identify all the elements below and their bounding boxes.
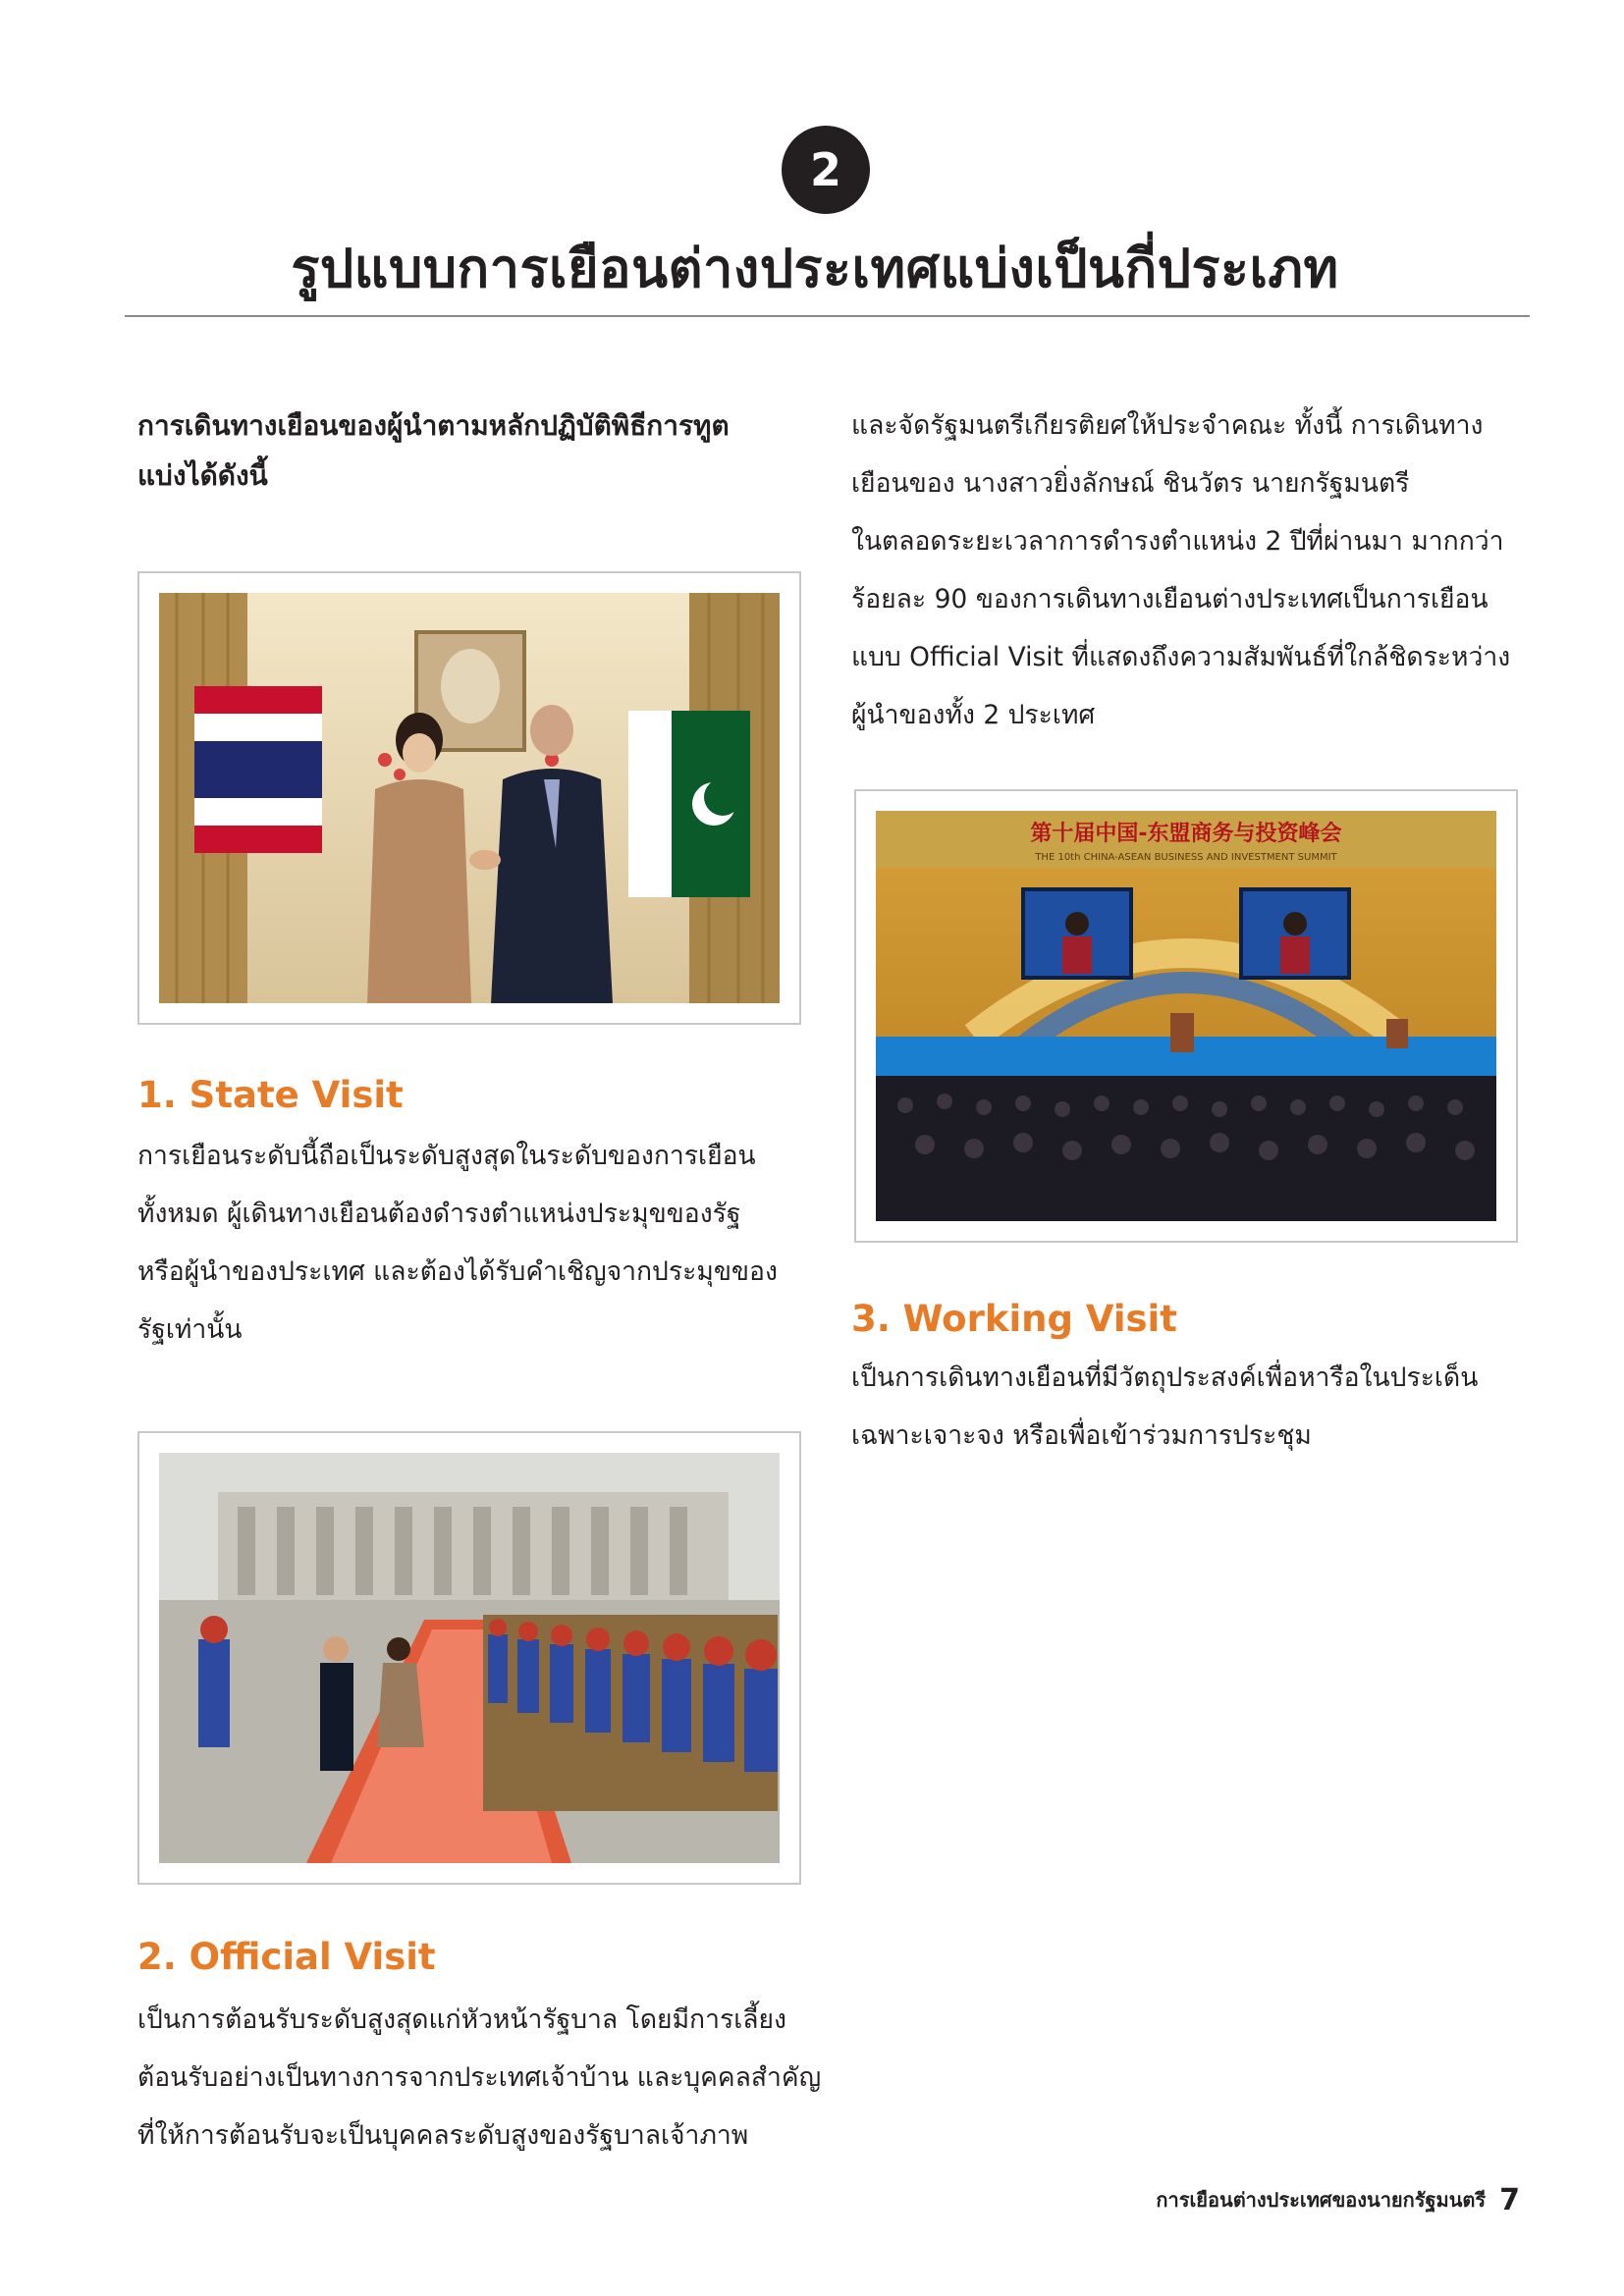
paragraph-line: เฉพาะเจาะจง หรือเพื่อเข้าร่วมการประชุม	[851, 1420, 1312, 1451]
photo-guard-of-honour	[159, 1453, 780, 1863]
paragraph-line: ร้อยละ 90 ของการเดินทางเยือนต่างประเทศเป็นการเยือน	[851, 584, 1489, 614]
chapter-number-badge: 2	[782, 126, 870, 214]
paragraph-line: หรือผู้นำของประเทศ และต้องได้รับคำเชิญจากประมุขของ	[137, 1256, 778, 1287]
photo-handshake	[159, 593, 780, 1003]
photo-summit	[876, 811, 1496, 1221]
paragraph-line: ในตลอดระยะเวลาการดำรงตำแหน่ง 2 ปีที่ผ่านมา มากกว่า	[851, 526, 1504, 557]
page-title: รูปแบบการเยือนต่างประเทศแบ่งเป็นกี่ประเภท	[291, 238, 1339, 299]
section-heading-working-visit: 3. Working Visit	[851, 1298, 1177, 1340]
paragraph-line: ที่ให้การต้อนรับจะเป็นบุคคลระดับสูงของรัฐบาลเจ้าภาพ	[137, 2120, 749, 2151]
paragraph-line: รัฐเท่านั้น	[137, 1314, 243, 1345]
working-visit-paragraph	[851, 1349, 1519, 1465]
photo-handshake-frame	[137, 571, 801, 1025]
official-visit-paragraph	[137, 1991, 822, 2164]
photo-guard-of-honour-frame	[137, 1431, 801, 1885]
page-footer	[1041, 2183, 1520, 2217]
official-visit-continuation	[851, 397, 1519, 744]
paragraph-line: ผู้นำของทั้ง 2 ประเทศ	[851, 700, 1096, 730]
paragraph-line: การเยือนระดับนี้ถือเป็นระดับสูงสุดในระดับของการเยือน	[137, 1141, 756, 1171]
paragraph-line: และจัดรัฐมนตรีเกียรติยศให้ประจำคณะ ทั้งนี้ การเดินทาง	[851, 410, 1484, 441]
section-heading-official-visit: 2. Official Visit	[137, 1936, 436, 1978]
paragraph-line: เป็นการเดินทางเยือนที่มีวัตถุประสงค์เพื่อหารือในประเด็น	[851, 1362, 1479, 1393]
section-heading-state-visit: 1. State Visit	[137, 1074, 404, 1116]
title-divider	[125, 315, 1530, 317]
footer-title: การเยือนต่างประเทศของนายกรัฐมนตรี	[1156, 2188, 1487, 2212]
intro-line: แบ่งได้ดังนี้	[137, 459, 268, 492]
summit-banner-line-1: 第十届中国-东盟商务与投资峰会	[1030, 822, 1342, 846]
paragraph-line: เป็นการต้อนรับระดับสูงสุดแก่หัวหน้ารัฐบาล โดยมีการเลี้ยง	[137, 2004, 786, 2035]
intro-paragraph	[137, 400, 805, 501]
photo-summit-frame	[854, 789, 1518, 1243]
summit-banner-line-2: THE 10th CHINA-ASEAN BUSINESS AND INVESTMENT SUMMIT	[1035, 852, 1337, 863]
paragraph-line: ต้อนรับอย่างเป็นทางการจากประเทศเจ้าบ้าน และบุคคลสำคัญ	[137, 2062, 822, 2093]
paragraph-line: เยือนของ นางสาวยิ่งลักษณ์ ชินวัตร นายกรัฐมนตรี	[851, 468, 1410, 499]
paragraph-line: แบบ Official Visit ที่แสดงถึงความสัมพันธ์ที่ใกล้ชิดระหว่าง	[851, 642, 1511, 672]
paragraph-line: ทั้งหมด ผู้เดินทางเยือนต้องดำรงตำแหน่งประมุขของรัฐ	[137, 1199, 741, 1229]
intro-line: การเดินทางเยือนของผู้นำตามหลักปฏิบัติพิธีการทูต	[137, 409, 730, 442]
state-visit-paragraph	[137, 1127, 805, 1359]
page-number: 7	[1499, 2183, 1520, 2217]
